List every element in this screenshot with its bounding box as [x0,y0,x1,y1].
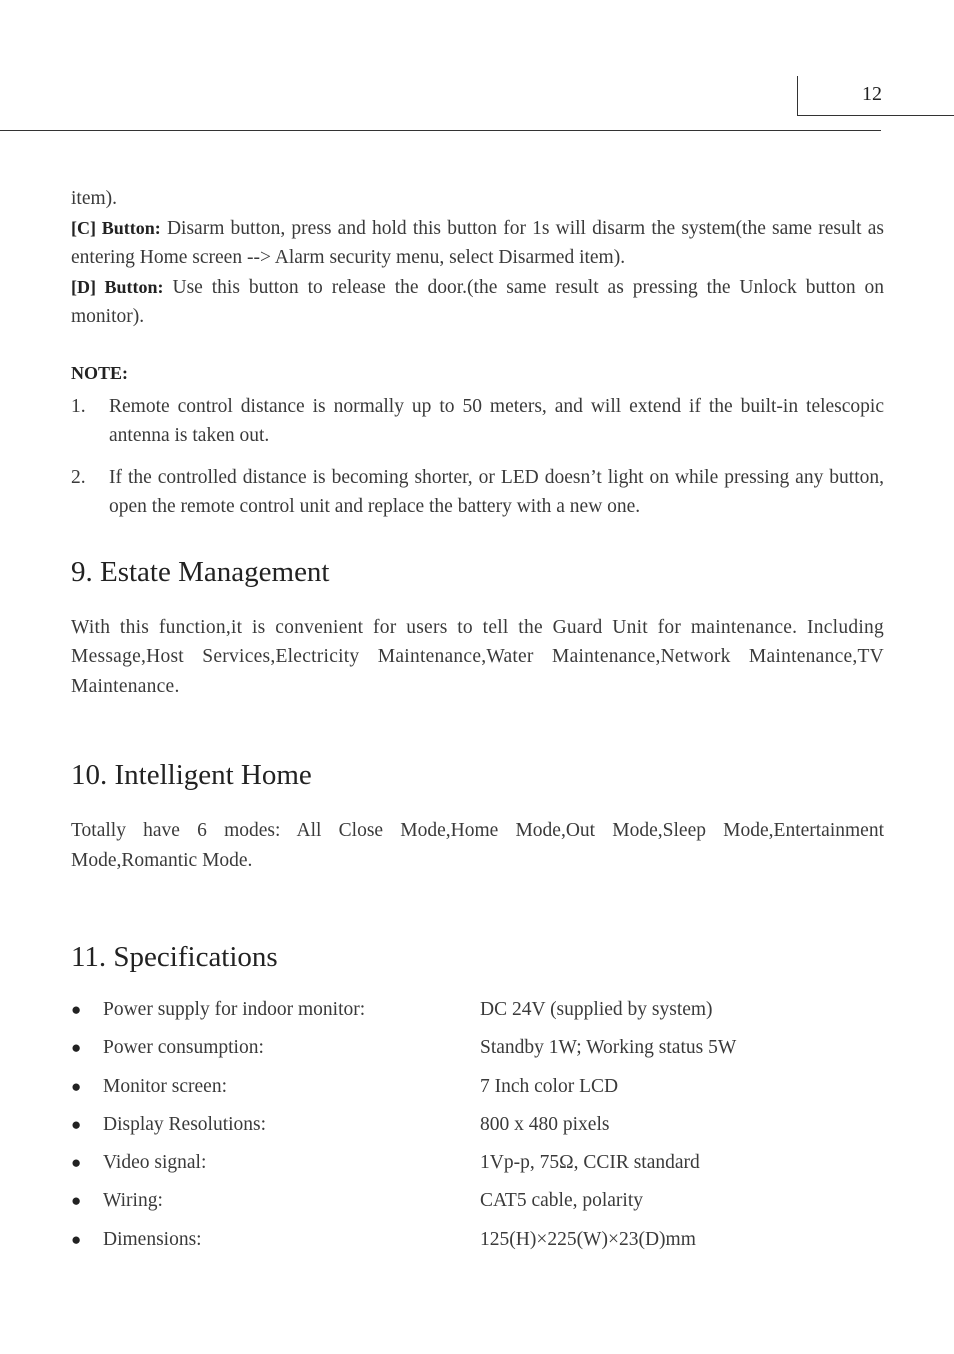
bullet-icon: ● [71,1076,82,1096]
note-text: If the controlled distance is becoming shorter, or LED doesn’t light on while pressing any button, open the remote control unit and replace the battery with a new one. [109,466,884,517]
spec-row [71,1072,884,1110]
note-item [71,463,884,522]
spec-label: Display Resolutions: [103,1113,267,1135]
c-button-paragraph [71,214,884,273]
spec-value: 1Vp-p, 75Ω, CCIR standard [480,1152,700,1174]
spec-value: Standby 1W; Working status 5W [480,1037,737,1059]
d-button-text: Use this button to release the door.(the same result as pressing the Unlock button on monitor). [71,276,885,327]
bullet-icon: ● [71,1114,82,1134]
spec-label: Video signal: [103,1152,207,1174]
section-title-specs: 11. Specifications [71,941,278,973]
note-list [71,392,884,522]
spec-label: Power consumption: [103,1037,264,1059]
d-button-paragraph [71,273,884,332]
spec-value: 125(H)×225(W)×23(D)mm [480,1228,696,1250]
page-content [71,184,884,1263]
spec-row [71,1110,884,1148]
spec-list [71,995,884,1263]
section-title-home: 10. Intelligent Home [71,759,312,791]
spec-value: 800 x 480 pixels [480,1113,610,1135]
note-heading: NOTE: [71,362,129,383]
bullet-icon: ● [71,1000,82,1019]
section-body-home: Totally have 6 modes: All Close Mode,Home Mode,Out Mode,Sleep Mode,Entertainment Mode,Romantic Mode. [71,820,884,871]
spec-label: Dimensions: [103,1228,202,1250]
bullet-icon: ● [71,1153,82,1173]
spec-row [71,1225,884,1263]
bullet-icon: ● [71,1191,82,1211]
section-title-estate: 9. Estate Management [71,555,330,588]
header-rule [0,130,881,131]
spec-label: Wiring: [103,1190,163,1212]
c-button-text: Disarm button, press and hold this button for 1s will disarm the system(the same result as entering Home screen --> Alarm security menu, select Disarmed item). [71,217,884,268]
bullet-icon: ● [71,1038,82,1058]
page-number-frame-horizontal [797,115,954,116]
note-number: 1. [71,395,86,417]
spec-label: Monitor screen: [103,1075,228,1097]
spec-row [71,995,884,1033]
c-button-label: [C] Button: [71,217,161,238]
spec-label: Power supply for indoor monitor: [103,999,366,1020]
d-button-label: [D] Button: [71,276,164,297]
spec-value: DC 24V (supplied by system) [480,999,713,1020]
note-number: 2. [71,466,86,488]
spec-value: 7 Inch color LCD [480,1075,619,1097]
carry-over-text: item). [71,188,118,209]
section-body-estate: With this function,it is convenient for users to tell the Guard Unit for maintenance. Including Message,Host Services,Electricity Maintenance,Water Maintenance,Network Maintenance,TV Maintenance. [71,616,884,697]
spec-value: CAT5 cable, polarity [480,1190,643,1212]
bullet-icon: ● [71,1229,82,1249]
spec-row [71,1186,884,1224]
note-item [71,392,884,451]
page-number-frame-vertical [797,76,798,116]
note-text: Remote control distance is normally up to 50 meters, and will extend if the built-in telescopic antenna is taken out. [109,395,884,446]
spec-row [71,1148,884,1186]
spec-row [71,1033,884,1071]
page-number: 12 [862,83,882,105]
